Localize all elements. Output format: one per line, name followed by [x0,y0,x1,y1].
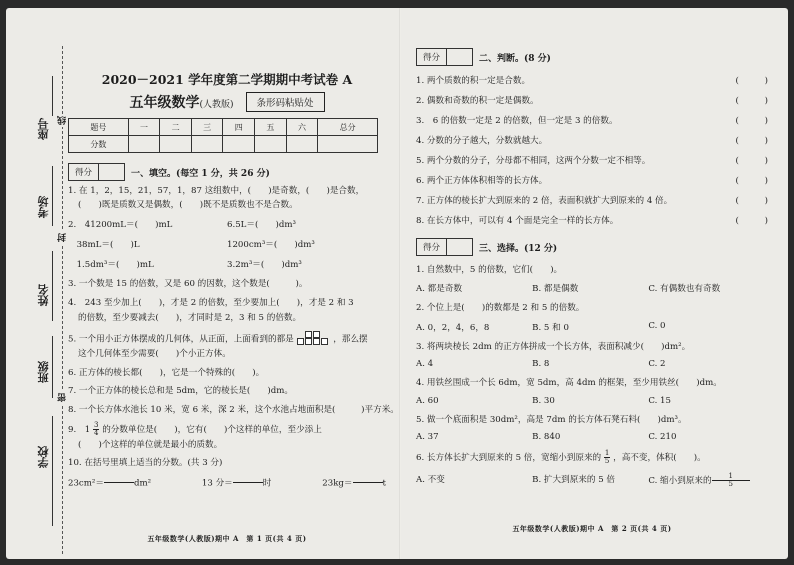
question-5-text: 5. 一个用小正方体摆成的几何体，从正面，上面看到的都是 [68,334,294,345]
judge-item [416,154,768,166]
question-2-item: 1200cm³＝( )dm³ [227,239,315,250]
option-b[interactable]: B. 840 [532,432,561,443]
exam-room-blank[interactable] [52,166,53,226]
question-9-line-2: ( )个这样的单位就是最小的质数。 [78,440,223,451]
question-2-grid [68,218,386,270]
question-5-line-2: 这个几何体至少需要( )个小正方体。 [78,349,231,360]
mixed-fraction [93,422,99,437]
seat-number-label: 座号 [37,118,50,140]
option-c[interactable]: C. 15 [648,395,671,406]
option-c[interactable]: C. 2 [648,359,666,370]
judge-statement: 7. 正方体的棱长扩大到原来的 2 倍，表面积就扩大到原来的 4 倍。 [416,196,673,206]
subject-name: 五年级数学 [129,95,200,111]
exam-title: 2020－2021 学年度第二学期期中考试卷 A [101,72,353,87]
question-2-item: 38mL＝( )L [68,239,140,250]
option-b[interactable]: B. 30 [532,395,555,406]
seal-mark-mi: 密 [58,393,68,402]
choice-6-text: 6. 长方体长扩大到原来的 5 倍，宽缩小到原来的 [416,453,602,464]
section-one-title: 一、填空。(每空 1 分，共 26 分) [131,168,270,179]
edition-label: (人教版) [199,100,234,110]
school-label: 学校 [37,446,50,468]
section-three-title: 三、选择。(12 分) [479,243,558,254]
name-label: 姓名 [37,284,50,306]
judge-statement: 1. 两个质数的积一定是合数。 [416,76,531,86]
question-10-item-2 [202,475,271,491]
q10-lhs: 23kg＝ [322,478,353,489]
page-fold [399,8,401,559]
page-one-footer: 五年级数学(人教版)期中 A 第 1 页(共 4 页) [147,534,307,543]
option-c[interactable]: C. 210 [648,432,677,443]
choice-4-options [416,396,768,406]
judge-item [416,94,768,106]
choice-5-options [416,432,768,442]
judge-answer-blank[interactable]: ( ) [735,96,768,106]
seal-mark-feng: 封 [58,233,68,242]
option-b[interactable]: B. 5 和 0 [532,322,569,333]
class-blank[interactable] [52,336,53,398]
score-cell[interactable] [160,136,192,153]
score-header-cell: 一 [128,119,160,136]
judge-statement: 3. 6 的倍数一定是 2 的倍数，但一定是 3 的倍数。 [416,116,618,126]
option-c[interactable] [648,473,764,488]
barcode-area: 条形码粘贴处 [246,92,325,112]
page-two [416,48,768,538]
judge-statement: 4. 分数的分子越大，分数就越大。 [416,136,548,146]
question-2-item: 3.2m³＝( )dm³ [227,259,302,270]
seat-number-blank[interactable] [52,76,53,116]
question-10-item-3 [322,475,386,491]
answer-fraction-blank[interactable] [104,475,134,491]
score-header-cell: 五 [255,119,287,136]
binding-strip [26,46,70,554]
section-three-header [416,238,768,256]
q10-unit: 时 [262,478,272,489]
question-10-items [68,475,386,491]
question-10-item-1 [68,475,151,491]
judge-item [416,174,768,186]
question-7: 7. 一个正方体的棱长总和是 5dm，它的棱长是( )dm。 [68,386,294,397]
scorebox-label: 得分 [75,168,93,178]
scorebox-label: 得分 [423,243,441,253]
score-cell[interactable] [223,136,255,153]
question-5-line-1 [68,332,386,346]
question-9-text: 的分数单位是( )，它有( )个这样的单位，至少添上 [102,425,322,436]
judge-answer-blank[interactable]: ( ) [735,176,768,186]
score-row-label: 分数 [69,136,129,153]
scorebox-field[interactable] [98,164,124,180]
score-table [68,118,378,153]
choice-6-options [416,473,768,488]
fraction-numerator: 1 [604,449,610,458]
section-two-scorebox [416,48,473,66]
question-10: 10. 在括号里填上适当的分数。(共 3 分) [68,457,223,468]
q10-lhs: 23cm²＝ [68,478,104,489]
fraction-denominator: 4 [94,429,99,438]
judge-statement: 2. 偶数和奇数的积一定是偶数。 [416,96,539,106]
score-header-cell: 总分 [318,119,378,136]
q10-unit: t [382,478,386,489]
page-two-footer: 五年级数学(人教版)期中 A 第 2 页(共 4 页) [512,524,672,533]
judge-statement: 5. 两个分数的分子，分母都不相同，这两个分数一定不相等。 [416,156,651,166]
question-5-tail: ，那么摆 [333,334,368,345]
fraction-one-fifth [712,473,750,488]
judge-item [416,114,768,126]
score-header-cell: 三 [191,119,223,136]
score-header-cell: 题号 [69,119,129,136]
fraction-denominator: 5 [604,457,610,466]
score-table-score-row [69,136,378,153]
option-a[interactable]: A. 60 [416,395,439,406]
option-a[interactable]: A. 不变 [416,475,445,486]
question-4-line-1: 4. 243 至少加上( )，才是 2 的倍数，至少要加上( )，才是 2 和 3 [68,298,354,309]
question-2-item: 1.5dm³＝( )mL [68,259,154,270]
score-table-header-row [69,119,378,136]
page-one [68,68,399,548]
judge-statement: 6. 两个正方体体积相等的长方体。 [416,176,548,186]
fraction-numerator: 1 [712,473,750,481]
section-one-scorebox [68,163,125,181]
section-one-header [68,163,386,181]
section-two-header [416,48,768,66]
answer-fraction-blank[interactable] [233,475,263,491]
scorebox-field[interactable] [446,49,472,65]
scorebox-label: 得分 [423,53,441,63]
option-a[interactable]: A. 4 [416,359,434,370]
choice-4: 4. 用铁丝围成一个长 6dm，宽 5dm，高 4dm 的框架，至少用铁丝( )dm。 [416,378,722,389]
q10-lhs: 13 分＝ [201,478,233,489]
score-header-cell: 四 [223,119,255,136]
judge-answer-blank[interactable]: ( ) [735,216,768,226]
answer-fraction-blank[interactable] [353,475,383,491]
question-4-line-2: 的倍数，至少要减去( )，才同时是 2，3 和 5 的倍数。 [78,312,302,323]
fraction-denominator: 5 [728,480,733,489]
judge-answer-blank[interactable]: ( ) [735,196,768,206]
choice-3-options [416,359,768,369]
choice-1: 1. 自然数中，5 的倍数，它们( )。 [416,265,563,275]
class-label: 班级 [37,361,50,383]
score-cell[interactable] [318,136,378,153]
name-blank[interactable] [52,251,53,321]
judge-item [416,134,768,146]
section-three-scorebox [416,238,473,256]
choice-2: 2. 个位上是( )的数都是 2 和 5 的倍数。 [416,303,585,314]
score-header-cell: 六 [286,119,318,136]
question-1-line-1: 1. 在 1，2，15，21，57，1，87 这组数中，( )是奇数，( )是合数， [68,186,365,196]
section-two-title: 二、判断。(8 分) [479,53,551,64]
score-cell[interactable] [286,136,318,153]
judge-item [416,214,768,226]
question-8: 8. 一个长方体水池长 10 米，宽 6 米，深 2 米，这个水池占地面积是( )平方米。 [68,404,399,415]
judge-item [416,74,768,86]
q10-unit: dm² [133,478,152,489]
subject-row [68,92,386,112]
choice-6-tail: ，高不变，体积( )。 [613,453,706,464]
question-2-item: 6.5L＝( )dm³ [227,219,296,230]
question-9-line-1 [68,422,386,437]
option-b[interactable]: B. 8 [532,359,550,370]
fraction-numerator: 3 [94,421,99,430]
judge-item [416,194,768,206]
option-c[interactable]: C. 0 [648,320,666,331]
judge-answer-blank[interactable]: ( ) [735,156,768,166]
exam-room-label: 考场 [37,196,50,218]
seal-mark-xian: 线 [58,116,68,125]
judge-statement: 8. 在长方体中，可以有 4 个面是完全一样的长方体。 [416,216,619,226]
subject-title [129,92,233,112]
question-9-prefix: 9. 1 [68,425,91,436]
question-1-line-2: ( )既是质数又是偶数，( )既不是质数也不是合数。 [78,200,298,211]
option-c[interactable]: C. 有偶数也有奇数 [648,284,721,295]
option-a[interactable]: A. 都是奇数 [416,284,463,295]
choice-1-options [416,282,768,294]
score-cell[interactable] [191,136,223,153]
score-cell[interactable] [255,136,287,153]
question-6: 6. 正方体的棱长都( )，它是一个特殊的( )。 [68,367,265,378]
choice-6 [416,450,768,465]
option-c-text: C. 缩小到原来的 [648,476,712,487]
judge-answer-blank[interactable]: ( ) [735,116,768,126]
question-3: 3. 一个数是 15 的倍数，又是 60 的因数，这个数是( )。 [68,278,308,289]
fraction-one-fifth [604,450,610,465]
option-b[interactable]: B. 扩大到原来的 5 倍 [532,475,616,486]
choice-3: 3. 将两块棱长 2dm 的正方体拼成一个长方体，表面积减少( )dm²。 [416,341,691,352]
choice-2-options [416,321,768,333]
choice-5: 5. 做一个底面积是 30dm²，高是 7dm 的长方体石凳石料( )dm³。 [416,414,687,425]
score-header-cell: 二 [160,119,192,136]
score-cell[interactable] [128,136,160,153]
question-2-item: 2. 41200mL＝( )mL [68,219,173,230]
exam-sheet [6,8,788,559]
option-a[interactable]: A. 37 [416,432,439,443]
school-blank[interactable] [52,416,53,526]
option-a[interactable]: A. 0，2，4，6，8 [416,322,490,333]
option-b[interactable]: B. 都是偶数 [532,284,579,295]
scorebox-field[interactable] [446,239,472,255]
judge-answer-blank[interactable]: ( ) [735,136,768,146]
judge-answer-blank[interactable]: ( ) [735,76,768,86]
cube-shape-icon [297,332,331,346]
